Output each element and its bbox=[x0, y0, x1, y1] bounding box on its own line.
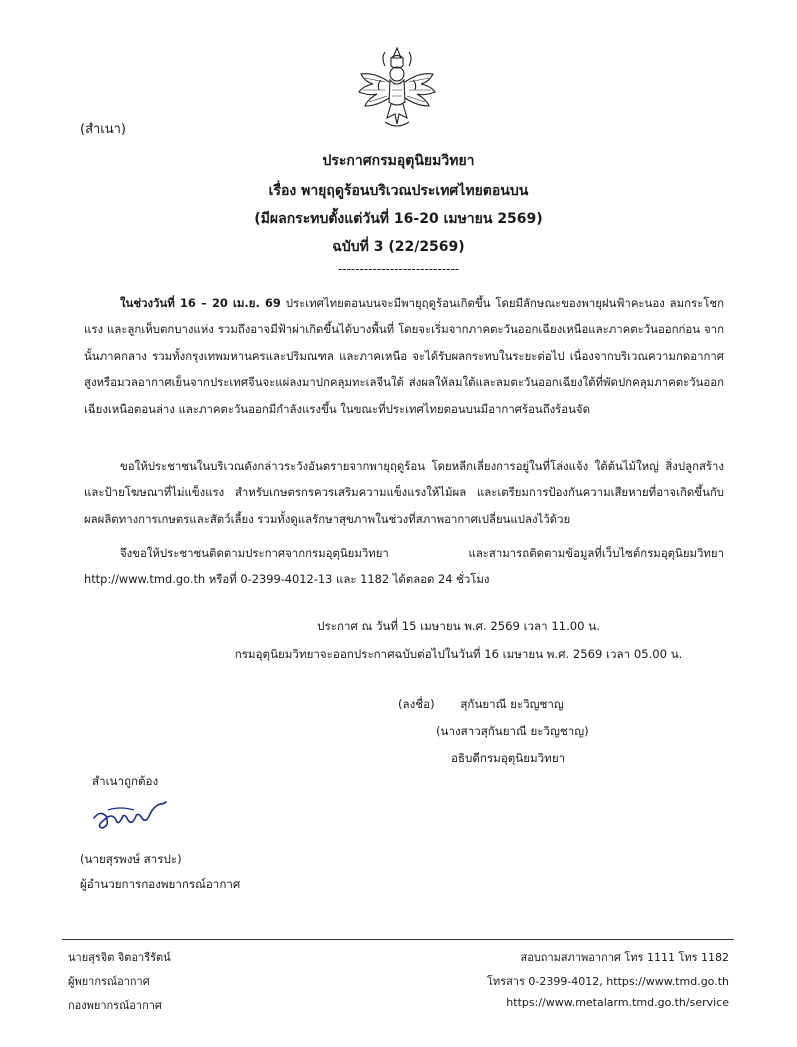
certifier-position: ผู้อำนวยการกองพยากรณ์อากาศ bbox=[80, 877, 241, 891]
paragraph-forecast-text: ประเทศไทยตอนบนจะมีพายุฤดูร้อนเกิดขึ้น โดยมีลักษณะของพายุฝนฟ้าคะนอง ลมกระโชกแรง และลูกเห็บตกบางแห่ง รวมถึงอาจมีฟ้าผ่าเกิดขึ้นได้บางพื้นที่ โดยจะเริ่มจากภาคตะวันออกเฉียงเหนือและภาคตะวันออกก่อน จากนั้นภาคกลาง รวมทั้งกรุงเทพมหานครและปริมณฑล และภาคเหนือ จะได้รับผลกระทบในระยะต่อไป เนื่องจากบริเวณความกดอากาศสูงหรือมวลอากาศเย็นจากประเทศจีนจะแผ่ลงมาปกคลุมทะเลจีนใต้ ส่งผลให้ลมใต้และลมตะวันออกเฉียงใต้ที่พัดปกคลุมภาคตะวันออกเฉียงเหนือตอนล่าง และภาคตะวันออกมีกำลังแรงขึ้น ในขณะที่ประเทศไทยตอนบนมีอากาศร้อนถึงร้อนจัด bbox=[84, 296, 724, 416]
footer-fax-website: โทรสาร 0-2399-4012, https://www.tmd.go.th bbox=[487, 975, 729, 988]
handwritten-signature bbox=[90, 796, 170, 832]
announcement-issue-number: ฉบับที่ 3 (22/2569) bbox=[332, 239, 465, 255]
title-divider: ---------------------------- bbox=[337, 262, 460, 276]
certifier-name: (นายสุรพงษ์ สารปะ) bbox=[80, 852, 182, 866]
signed-label: (ลงชื่อ) bbox=[398, 697, 435, 711]
signature-line bbox=[398, 696, 564, 714]
announcement-subject: เรื่อง พายุฤดูร้อนบริเวณประเทศไทยตอนบน bbox=[268, 183, 529, 199]
footer-forecaster-title: ผู้พยากรณ์อากาศ bbox=[68, 975, 150, 988]
signatory-position: อธิบดีกรมอุตุนิยมวิทยา bbox=[451, 751, 566, 765]
paragraph-contact: จึงขอให้ประชาชนติดตามประกาศจากกรมอุตุนิยมวิทยา และสามารถติดตามข้อมูลที่เว็บไซต์กรมอุตุนิยมวิทยา http://www.tmd.go.th หรือที่ 0-2399-4012-13 และ 1182 ได้ตลอด 24 ชั่วโมง bbox=[84, 546, 724, 587]
next-issue-datetime: กรมอุตุนิยมวิทยาจะออกประกาศฉบับต่อไปในวันที่ 16 เมษายน พ.ศ. 2569 เวลา 05.00 น. bbox=[234, 647, 683, 661]
footer-hotline: สอบถามสภาพอากาศ โทร 1111 โทร 1182 bbox=[520, 951, 729, 964]
paragraph-forecast-lead: ในช่วงวันที่ 16 – 20 เม.ย. 69 bbox=[120, 296, 281, 310]
footer-forecaster-name: นายสุรจิต จิตอารีรัตน์ bbox=[68, 951, 171, 964]
certified-copy-label: สำเนาถูกต้อง bbox=[92, 774, 159, 788]
copy-label: (สำเนา) bbox=[80, 122, 127, 137]
paragraph-forecast bbox=[84, 290, 724, 422]
signed-name: สุกันยาณี ยะวิญชาญ bbox=[460, 697, 564, 711]
issued-datetime: ประกาศ ณ วันที่ 15 เมษายน พ.ศ. 2569 เวลา 11.00 น. bbox=[317, 619, 600, 633]
announcement-effective-period: (มีผลกระทบตั้งแต่วันที่ 16-20 เมษายน 2569) bbox=[254, 211, 543, 227]
paragraph-warning: ขอให้ประชาชนในบริเวณดังกล่าวระวังอันตรายจากพายุฤดูร้อน โดยหลีกเลี่ยงการอยู่ในที่โล่งแจ้ง ใต้ต้นไม้ใหญ่ สิ่งปลูกสร้าง และป้ายโฆษณาที่ไม่แข็งแรง สำหรับเกษตรกรควรเสริมความแข็งแรงให้ไม้ผล และเตรียมการป้องกันความเสียหายที่อาจเกิดขึ้นกับผลผลิตทางการเกษตรและสัตว์เลี้ยง รวมทั้งดูแลรักษาสุขภาพในช่วงที่สภาพอากาศเปลี่ยนแปลงไว้ด้วย bbox=[84, 459, 724, 526]
footer-service-link[interactable]: https://www.metalarm.tmd.go.th/service bbox=[506, 996, 729, 1009]
announcement-agency: ประกาศกรมอุตุนิยมวิทยา bbox=[322, 153, 475, 169]
footer-divider bbox=[62, 939, 734, 940]
signatory-full-name: (นางสาวสุกันยาณี ยะวิญชาญ) bbox=[436, 724, 589, 738]
garuda-emblem-icon bbox=[355, 44, 439, 130]
footer-forecaster-division: กองพยากรณ์อากาศ bbox=[68, 999, 162, 1012]
